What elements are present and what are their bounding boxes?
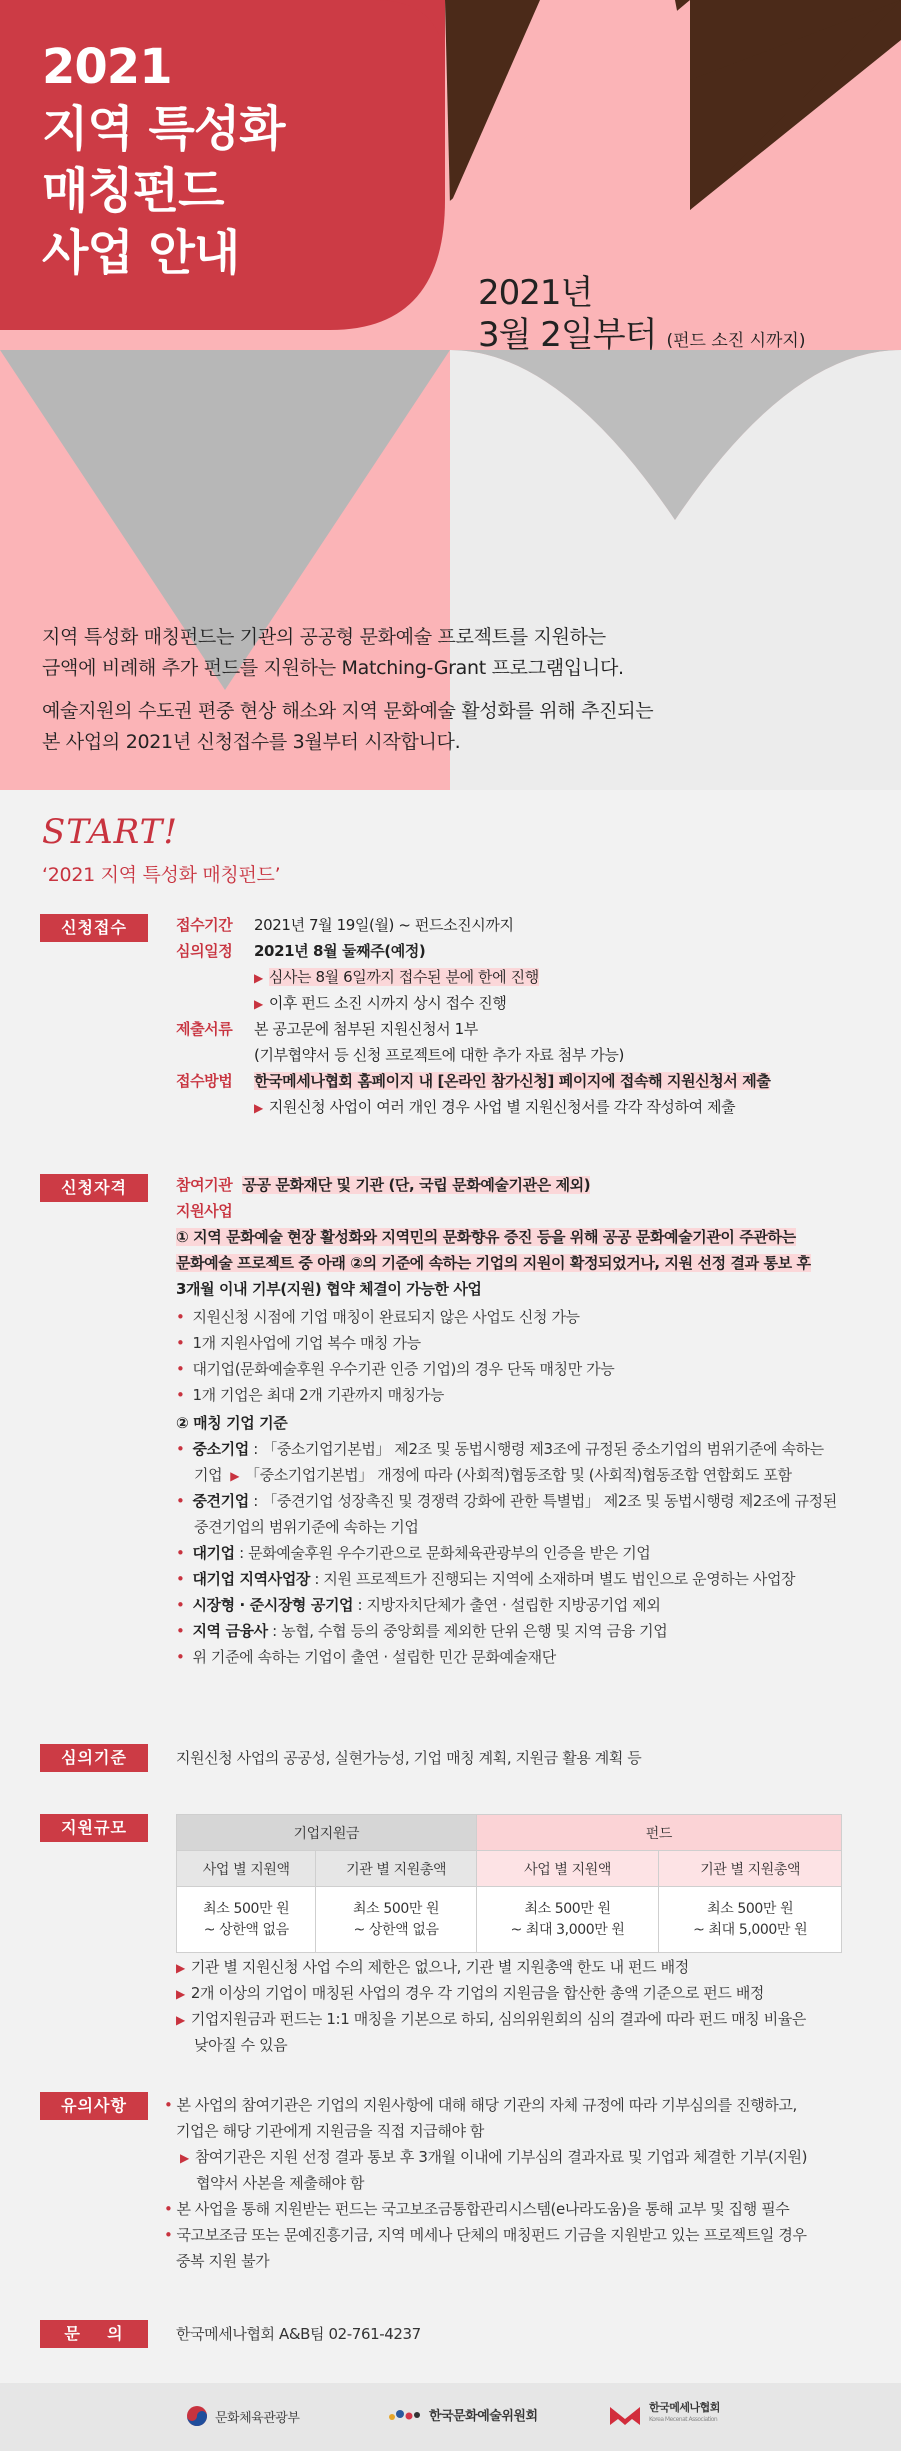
elig-p1-line	[176, 1226, 796, 1248]
logo-mcst	[186, 2405, 299, 2427]
apply-docs-note-text: (기부협약서 등 신청 프로젝트에 대한 추가 자료 첨부 가능)	[254, 1046, 624, 1064]
elig-org-value: 공공 문화재단 및 기관 (단, 국립 문화예술기관은 제외)	[242, 1176, 591, 1194]
logo-arko	[388, 2405, 538, 2424]
scale-note-text: 2개 이상의 기업이 매칭된 사업의 경우 각 기업의 지원금을 합산한 총액 기준으로 펀드 배정	[190, 1984, 765, 2002]
bullet-icon: •	[176, 1334, 185, 1352]
intro-line: 예술지원의 수도권 편중 현상 해소와 지역 문화예술 활성화를 위해 추진되는	[42, 700, 654, 722]
bullet-icon: •	[176, 1308, 185, 1326]
bullet-icon: •	[176, 1570, 185, 1588]
elig-p1-bullet	[176, 1384, 444, 1406]
section-label-apply: 신청접수	[40, 914, 148, 942]
fund-table	[176, 1814, 842, 1953]
triangle-icon: ▶	[176, 1987, 185, 2001]
table-cell-line: ~ 상한액 없음	[203, 1921, 289, 1938]
elig-org	[176, 1174, 590, 1196]
table-cell-line: 최소 500만 원	[707, 1900, 794, 1917]
contact-text: 한국메세나협회 A&B팀 02-761-4237	[176, 2325, 421, 2343]
elig-mid-line2: 중견기업의 범위기준에 속하는 기업	[194, 1518, 419, 1536]
bullet-icon: •	[176, 1622, 185, 1640]
elig-sme-key: 중소기업	[192, 1440, 249, 1458]
caution-line: 기업은 해당 기관에게 지원금을 직접 지급해야 함	[176, 2122, 485, 2140]
apply-period-value: 2021년 7월 19일(월) ~ 펀드소진시까지	[254, 916, 514, 934]
triangle-icon: ▶	[176, 2013, 185, 2027]
scale-note-cont: 낮아질 수 있음	[194, 2036, 288, 2054]
elig-project-key	[176, 1200, 254, 1222]
elig-gov-text: : 지방자치단체가 출연 · 설립한 지방공기업 제외	[353, 1596, 661, 1614]
elig-project-key-text: 지원사업	[176, 1202, 233, 1220]
elig-gov	[176, 1594, 660, 1616]
elig-p1-bullet-text: 지원신청 시점에 기업 매칭이 완료되지 않은 사업도 신청 가능	[192, 1308, 580, 1326]
bullet-icon: •	[164, 2200, 173, 2218]
apply-review-note2-text: 이후 펀드 소진 시까지 상시 접수 진행	[268, 994, 507, 1012]
logo-arko-text: 한국문화예술위원회	[429, 2409, 538, 2424]
bullet-icon: •	[176, 1492, 185, 1510]
elig-p1-line	[176, 1252, 811, 1274]
elig-sme-line2-text: 「중소기업기본법」 개정에 따라 (사회적)협동조합 및 (사회적)협동조합 연합회도 포함	[245, 1466, 792, 1484]
table-group-fund: 펀드	[476, 1815, 841, 1851]
caution-line: 협약서 사본을 제출해야 함	[196, 2174, 365, 2192]
elig-sme-line2	[194, 1464, 792, 1487]
taegeuk-icon	[186, 2405, 208, 2427]
table-cell	[476, 1887, 659, 1953]
scale-note	[176, 1982, 764, 2005]
bullet-icon: •	[176, 1386, 185, 1404]
intro-line: 본 사업의 2021년 신청접수를 3월부터 시작합니다.	[42, 731, 461, 753]
caution-text: 본 사업의 참여기관은 기업의 지원사항에 대해 해당 기관의 자체 규정에 따라 기부심의를 진행하고,	[176, 2096, 797, 2114]
elig-org-key: 참여기관	[176, 1176, 233, 1194]
elig-p1-bullet-text: 1개 기업은 최대 2개 기관까지 매칭가능	[192, 1386, 444, 1404]
elig-p1-text: ① 지역 문화예술 현장 활성화와 지역민의 문화향유 증진 등을 위해 공공 문화예술기관이 주관하는	[176, 1228, 796, 1246]
logo-mcst-text: 문화체육관광부	[215, 2410, 300, 2426]
elig-sme	[176, 1438, 824, 1460]
apply-docs-key: 제출서류	[176, 1020, 233, 1038]
table-cell	[659, 1887, 842, 1953]
criteria-text: 지원신청 사업의 공공성, 실현가능성, 기업 매칭 계획, 지원금 활용 계획 등	[176, 1749, 642, 1767]
hero-date-note: (펀드 소진 시까지)	[666, 331, 806, 351]
caution-text: 본 사업을 통해 지원받는 펀드는 국고보조금통합관리시스템(e나라도움)을 통해 교부 및 집행 필수	[176, 2200, 790, 2218]
apply-period-key: 접수기간	[176, 916, 233, 934]
elig-p1-bullet-text: 1개 지원사업에 기업 복수 매칭 가능	[192, 1334, 421, 1352]
section-label-caution: 유의사항	[40, 2092, 148, 2120]
apply-review	[176, 940, 425, 962]
logo-mecenat-name: 한국메세나협회	[649, 2401, 720, 2414]
intro-line: 금액에 비례해 추가 펀드를 지원하는 Matching-Grant 프로그램입니다.	[42, 657, 624, 679]
apply-review-note2	[254, 992, 506, 1015]
elig-bigreg-key: 대기업 지역사업장	[192, 1570, 310, 1588]
table-group-corporate: 기업지원금	[177, 1815, 477, 1851]
caution-line	[164, 2224, 807, 2246]
scale-note	[176, 1956, 689, 1979]
table-header-row	[177, 1815, 842, 1851]
triangle-icon: ▶	[254, 1101, 263, 1115]
hero-date-day-text: 3월 2일부터	[478, 315, 657, 355]
table-cell-line: ~ 최대 5,000만 원	[693, 1921, 808, 1938]
apply-method-note-text: 지원신청 사업이 여러 개인 경우 사업 별 지원신청서를 각각 작성하여 제출	[268, 1098, 736, 1116]
hero-title	[42, 36, 285, 284]
section-label-contact: 문 의	[40, 2320, 148, 2348]
section-label-eligibility: 신청자격	[40, 1174, 148, 1202]
caution-line: 중복 지원 불가	[176, 2252, 270, 2270]
scale-note-text: 기업지원금과 펀드는 1:1 매칭을 기본으로 하되, 심의위원회의 심의 결과에 따라 펀드 매칭 비율은	[190, 2010, 806, 2028]
table-cell-line: 최소 500만 원	[524, 1900, 611, 1917]
elig-etc-text: 위 기준에 속하는 기업이 출연 · 설립한 민간 문화예술재단	[192, 1648, 556, 1666]
caution-line	[164, 2198, 789, 2220]
elig-bigreg	[176, 1568, 795, 1590]
mecenat-m-icon	[608, 2401, 642, 2427]
triangle-icon: ▶	[254, 971, 263, 985]
elig-p1-bullet-text: 대기업(문화예술후원 우수기관 인증 기업)의 경우 단독 매칭만 가능	[192, 1360, 615, 1378]
elig-etc	[176, 1646, 556, 1668]
bullet-icon: •	[164, 2226, 173, 2244]
apply-docs-note	[254, 1044, 624, 1066]
apply-method-value: 한국메세나협회 홈페이지 내 [온라인 참가신청] 페이지에 접속해 지원신청서 제출	[254, 1072, 771, 1090]
apply-review-value: 2021년 8월 둘째주(예정)	[254, 942, 426, 960]
table-cell	[316, 1887, 476, 1953]
table-cell	[177, 1887, 316, 1953]
triangle-icon: ▶	[254, 997, 263, 1011]
bullet-icon: •	[164, 2096, 173, 2114]
caution-text: 참여기관은 지원 선정 결과 통보 후 3개월 이내에 기부심의 결과자료 및 기업과 체결한 기부(지원)	[194, 2148, 808, 2166]
intro-line: 지역 특성화 매칭펀드는 기관의 공공형 문화예술 프로젝트를 지원하는	[42, 626, 606, 648]
start-subtitle: ‘2021 지역 특성화 매칭펀드’	[42, 864, 281, 886]
footer-logos	[0, 2383, 901, 2451]
table-header-cell: 사업 별 지원액	[476, 1851, 659, 1887]
elig-p1-text: 문화예술 프로젝트 중 아래 ②의 기준에 속하는 기업의 지원이 확정되었거나, 지원 선정 결과 통보 후	[176, 1254, 811, 1272]
hero-title-line: 2021	[42, 39, 172, 95]
apply-method-note	[254, 1096, 735, 1119]
triangle-icon: ▶	[176, 1961, 185, 1975]
table-row	[177, 1887, 842, 1953]
elig-p2-title: ② 매칭 기업 기준	[176, 1414, 288, 1432]
apply-method-key: 접수방법	[176, 1072, 233, 1090]
hero-date-year: 2021년	[478, 273, 593, 313]
elig-big	[176, 1542, 650, 1564]
bullet-icon: •	[176, 1544, 185, 1562]
elig-p1-bullet	[176, 1332, 421, 1354]
elig-p1-line	[176, 1278, 482, 1300]
hero-title-line: 사업 안내	[42, 225, 240, 281]
triangle-icon: ▶	[230, 1469, 240, 1483]
hero-date	[478, 272, 805, 362]
section-label-scale: 지원규모	[40, 1814, 148, 1842]
elig-bigreg-text: : 지원 프로젝트가 진행되는 지역에 소재하며 별도 법인으로 운영하는 사업장	[310, 1570, 796, 1588]
elig-big-key: 대기업	[192, 1544, 235, 1562]
elig-mid	[176, 1490, 837, 1512]
apply-docs	[176, 1018, 478, 1040]
elig-fin	[176, 1620, 667, 1642]
elig-p1-text: 3개월 이내 기부(지원) 협약 체결이 가능한 사업	[176, 1280, 482, 1298]
apply-docs-value: 본 공고문에 첨부된 지원신청서 1부	[254, 1020, 478, 1038]
bullet-icon: •	[176, 1360, 185, 1378]
elig-big-text: : 문화예술후원 우수기관으로 문화체육관광부의 인증을 받은 기업	[234, 1544, 651, 1562]
apply-review-key: 심의일정	[176, 942, 233, 960]
bullet-icon: •	[176, 1648, 185, 1666]
caution-text: 국고보조금 또는 문예진흥기금, 지역 메세나 단체의 매칭펀드 기금을 지원받고 있는 프로젝트일 경우	[176, 2226, 807, 2244]
hero-title-line: 매칭펀드	[42, 163, 224, 219]
section-label-criteria: 심의기준	[40, 1744, 148, 1772]
elig-sme-text: : 「중소기업기본법」 제2조 및 동법시행령 제3조에 규정된 중소기업의 범위기준에 속하는	[248, 1440, 824, 1458]
apply-method	[176, 1070, 770, 1092]
apply-review-note1-text: 심사는 8월 6일까지 접수된 분에 한에 진행	[268, 968, 539, 986]
logo-mecenat-sub: Korea Mecenat Association	[649, 2416, 718, 2423]
arko-dots-icon	[388, 2408, 422, 2422]
logo-mecenat	[608, 2401, 720, 2427]
apply-review-note1	[254, 966, 539, 989]
hero-intro	[42, 622, 882, 758]
caution-line	[164, 2094, 797, 2116]
elig-p1-bullet	[176, 1358, 614, 1380]
hero-banner	[0, 0, 901, 790]
table-cell-line: ~ 최대 3,000만 원	[510, 1921, 625, 1938]
elig-fin-key: 지역 금융사	[192, 1622, 268, 1640]
hero-date-day	[478, 314, 805, 362]
triangle-icon: ▶	[180, 2151, 189, 2165]
table-header-cell: 기관 별 지원총액	[659, 1851, 842, 1887]
scale-note	[176, 2008, 806, 2031]
table-subheader-row	[177, 1851, 842, 1887]
elig-mid-key: 중견기업	[192, 1492, 249, 1510]
bullet-icon: •	[176, 1596, 185, 1614]
elig-mid-text: : 「중견기업 성장촉진 및 경쟁력 강화에 관한 특별법」 제2조 및 동법시행령 제2조에 규정된	[248, 1492, 837, 1510]
caution-line	[180, 2146, 807, 2169]
elig-fin-text: : 농협, 수협 등의 중앙회를 제외한 단위 은행 및 지역 금융 기업	[267, 1622, 668, 1640]
elig-sme-pre: 기업	[194, 1466, 223, 1484]
table-cell-line: 최소 500만 원	[203, 1900, 290, 1917]
table-cell-line: 최소 500만 원	[353, 1900, 440, 1917]
bullet-icon: •	[176, 1440, 185, 1458]
elig-p1-bullet	[176, 1306, 580, 1328]
start-heading: START!	[42, 812, 179, 852]
table-header-cell: 사업 별 지원액	[177, 1851, 316, 1887]
table-header-cell: 기관 별 지원총액	[316, 1851, 476, 1887]
table-cell-line: ~ 상한액 없음	[353, 1921, 439, 1938]
hero-title-line: 지역 특성화	[42, 101, 285, 157]
scale-note-text: 기관 별 지원신청 사업 수의 제한은 없으나, 기관 별 지원총액 한도 내 펀드 배정	[190, 1958, 689, 1976]
elig-gov-key: 시장형 · 준시장형 공기업	[192, 1596, 354, 1614]
apply-period	[176, 914, 514, 936]
logo-mecenat-text	[649, 2402, 720, 2426]
